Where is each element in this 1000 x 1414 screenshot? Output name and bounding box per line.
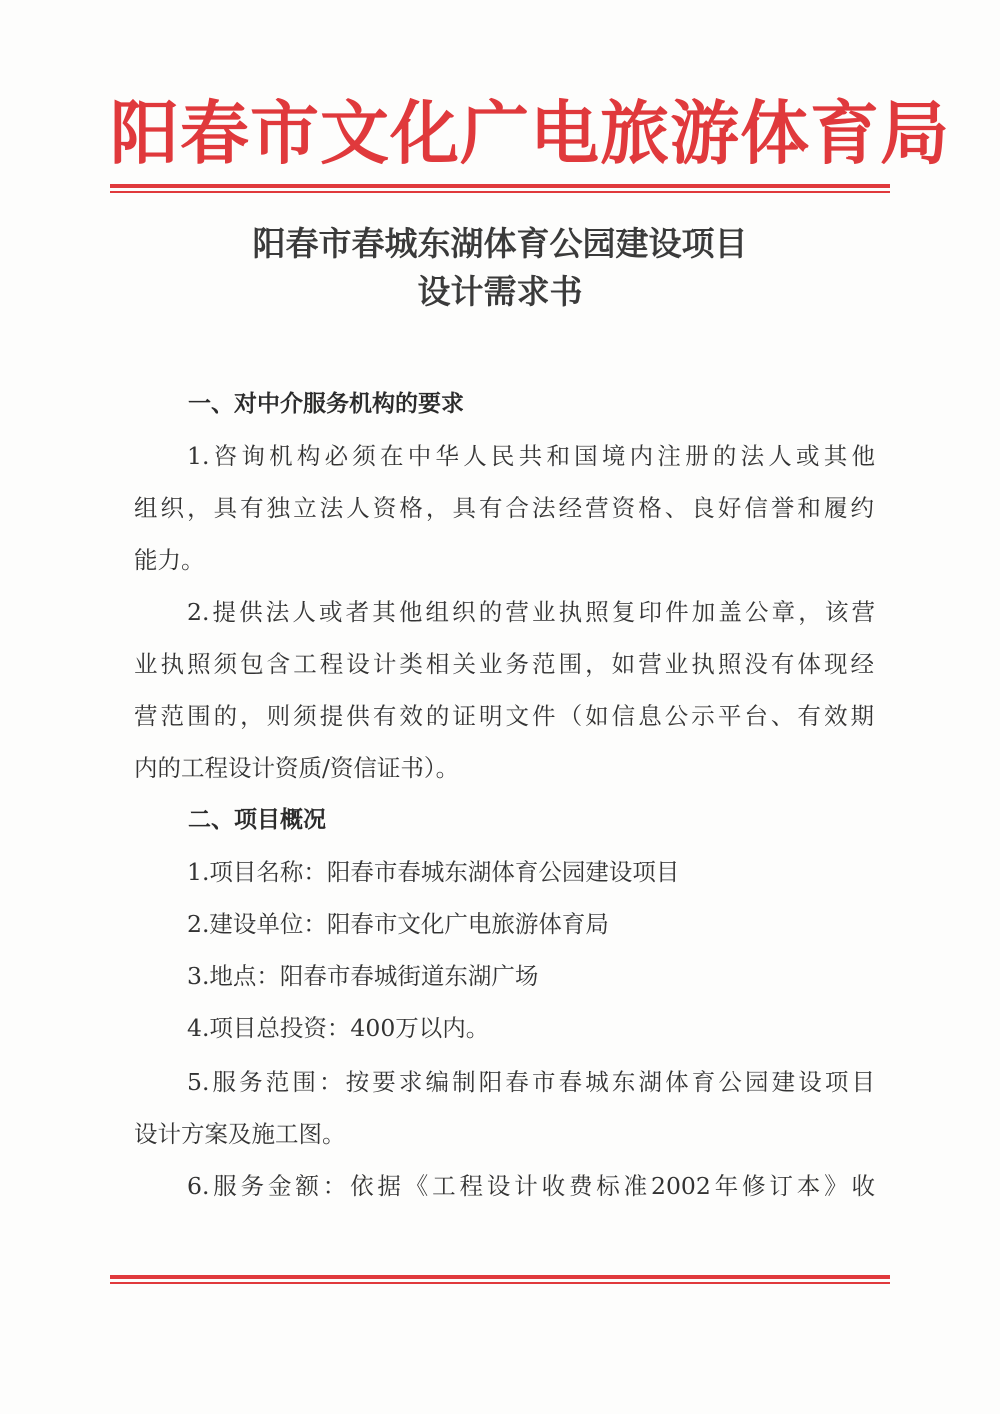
section-1-item-2-line-3: 营范围的，则须提供有效的证明文件（如信息公示平台、有效期 <box>134 702 874 730</box>
section-2-heading: 二、项目概况 <box>188 807 326 833</box>
document-title-line-2: 设计需求书 <box>417 272 583 311</box>
red-rule-thin-line <box>110 191 890 193</box>
document-title-line-1: 阳春市春城东湖体育公园建设项目 <box>252 224 748 263</box>
letterhead-org-name: 阳春市文化广电旅游体育局 <box>110 93 950 174</box>
section-2-item-4: 4.项目总投资：400万以内。 <box>187 1014 490 1042</box>
section-2-item-5-line-2: 设计方案及施工图。 <box>134 1120 346 1148</box>
section-2-item-6-line-1: 6.服务金额：依据《工程设计收费标准2002年修订本》收 <box>187 1172 875 1200</box>
footer-red-rule <box>110 1275 890 1284</box>
section-1-item-2-line-4: 内的工程设计资质/资信证书）。 <box>134 754 460 782</box>
section-2-item-3: 3.地点：阳春市春城街道东湖广场 <box>187 962 539 990</box>
letterhead-red-rule <box>110 184 890 193</box>
section-1-item-2-line-2: 业执照须包含工程设计类相关业务范围，如营业执照没有体现经 <box>134 650 874 678</box>
red-rule-thick-line <box>110 184 890 188</box>
section-1-heading: 一、对中介服务机构的要求 <box>188 391 464 417</box>
section-1-item-1-line-1: 1.咨询机构必须在中华人民共和国境内注册的法人或其他 <box>187 442 875 470</box>
section-1-item-1-line-3: 能力。 <box>134 546 205 574</box>
section-1-item-1-line-2: 组织，具有独立法人资格，具有合法经营资格、良好信誉和履约 <box>134 494 874 522</box>
section-2-item-2: 2.建设单位：阳春市文化广电旅游体育局 <box>187 910 609 938</box>
section-1-item-2-line-1: 2.提供法人或者其他组织的营业执照复印件加盖公章，该营 <box>187 598 875 626</box>
footer-rule-thin-line <box>110 1282 890 1284</box>
section-2-item-1: 1.项目名称：阳春市春城东湖体育公园建设项目 <box>187 858 680 886</box>
section-2-item-5-line-1: 5.服务范围：按要求编制阳春市春城东湖体育公园建设项目 <box>187 1068 875 1096</box>
footer-rule-thick-line <box>110 1275 890 1279</box>
